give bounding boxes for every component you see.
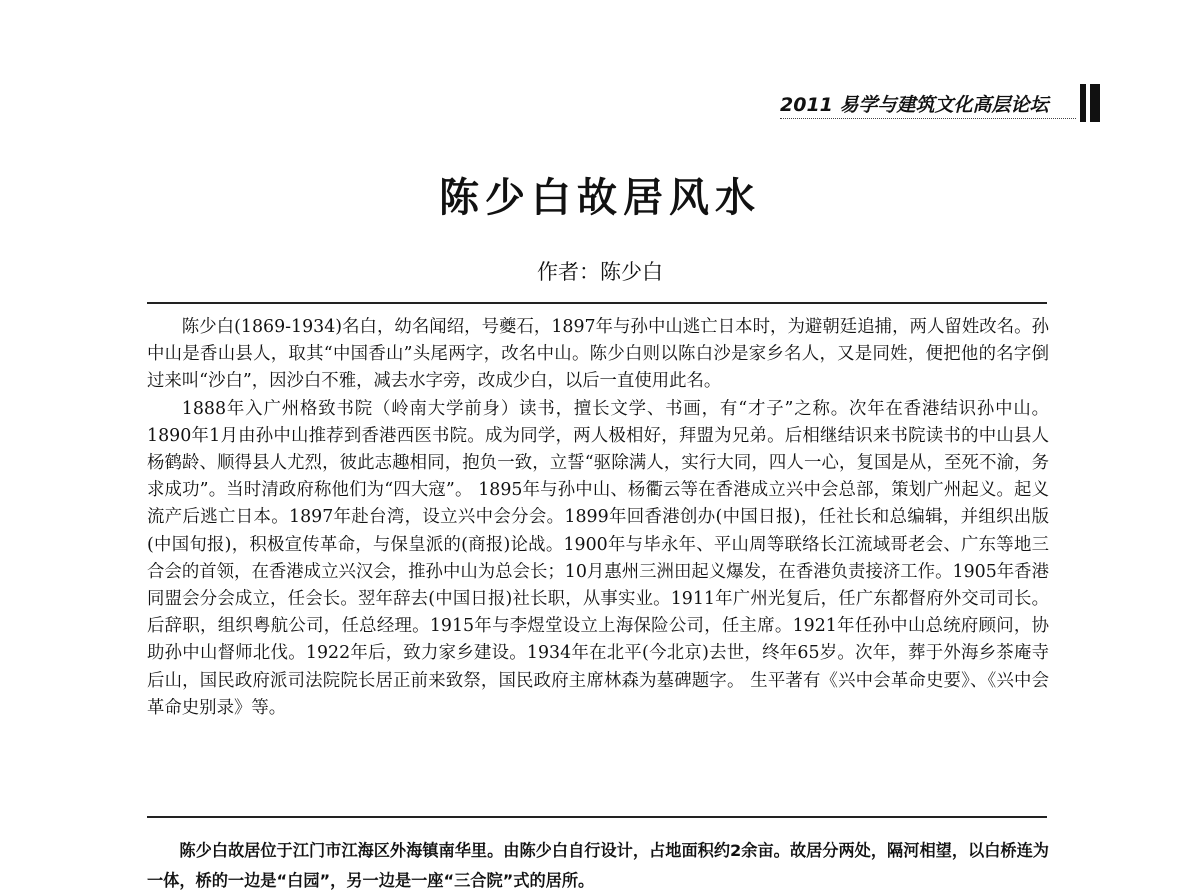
article-author: 作者：陈少白 (537, 260, 663, 284)
bio-paragraph: 1888年入广州格致书院（岭南大学前身）读书，擅长文学、书画，有“才子”之称。次年在香港结识孙中山。1890年1月由孙中山推荐到香港西医书院。成为同学，两人极相好，拜盟为兄弟。后相继结识来书院读书的中山县人杨鹤龄、顺得县人尤烈，彼此志趣相同，抱负一致，立誓“驱除满人，实行大同，四人一心，复国是从，至死不渝，务求成功”。当时清政府称他们为“四大寇”。 1895年与孙中山、杨衢云等在香港成立兴中会总部，策划广州起义。起义流产后逃亡日本。1897年赴台湾，设立兴中会分会。1899年回香港创办(中国日报)，任社长和总编辑，并组织出版(中国旬报)，积极宣传革命，与保皇派的(商报)论战。1900年与毕永年、平山周等联络长江流域哥老会、广东等地三合会的首领，在香港成立兴汉会，推孙中山为总会长；10月惠州三洲田起义爆发，在香港负责接济工作。1905年香港同盟会分会成立，任会长。翌年辞去(中国日报)社长职，从事实业。1911年广州光复后，任广东都督府外交司司长。后辞职，组织粤航公司，任总经理。1915年与李煜堂设立上海保险公司，任主席。1921年任孙中山总统府顾问，协助孙中山督师北伐。1922年后，致力家乡建设。1934年在北平(今北京)去世，终年65岁。次年，葬于外海乡茶庵寺后山，国民政府派司法院院长居正前来致祭，国民政府主席林森为墓碑题字。 生平著有《兴中会革命史要》、《兴中会革命史别录》等。 (147, 398, 1049, 718)
journal-header: 2011 易学与建筑文化高层论坛 (780, 94, 1049, 116)
journal-header-bar (780, 84, 1200, 124)
biography-block (147, 314, 1049, 722)
article-title: 陈少白故居风水 (439, 175, 761, 221)
bio-paragraph: 陈少白(1869-1934)名白，幼名闻绍，号夔石，1897年与孙中山逃亡日本时，为避朝廷追捕，两人留姓改名。孙中山是香山县人，取其“中国香山”头尾两字，改名中山。陈少白则以陈白沙是家乡名人，又是同姓，便把他的名字倒过来叫“沙白”，因沙白不雅，减去水字旁，改成少白，以后一直使用此名。 (147, 317, 1049, 392)
header-divider (780, 118, 1076, 119)
bio-bottom-divider (147, 816, 1047, 818)
bio-top-divider (147, 302, 1047, 304)
header-marker-bar (1080, 84, 1086, 122)
header-marker-bar (1090, 84, 1100, 122)
body-text-block (147, 836, 1049, 896)
body-paragraph: 陈少白故居位于江门市江海区外海镇南华里。由陈少白自行设计，占地面积约2余亩。故居分两处，隔河相望，以白桥连为一体，桥的一边是“白园”，另一边是一座“三合院”式的居所。 (147, 841, 1049, 890)
